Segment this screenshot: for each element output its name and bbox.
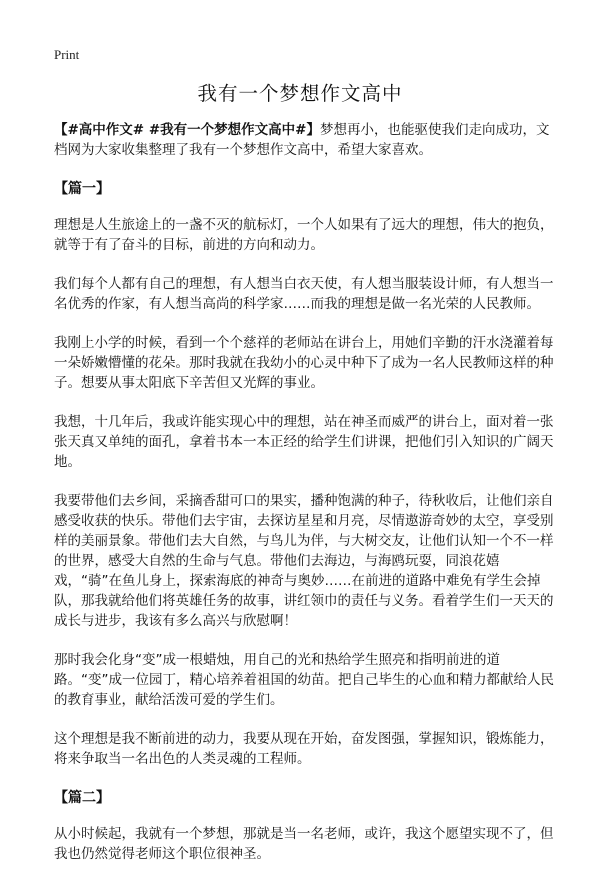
article-body [54, 120, 554, 883]
paragraph: 我刚上小学的时候，看到一个个慈祥的老师站在讲台上，用她们辛勤的汗水浇灌着每一朵娇嫩懵懂的花朵。那时我就在我幼小的心灵中种下了成为一名人民教师这样的种子。想要从事太阳底下辛苦但又光辉的事业。 [54, 335, 554, 391]
intro-paragraph [54, 120, 554, 160]
paragraph: 我要带他们去乡间，采摘香甜可口的果实，播种饱满的种子，待秋收后，让他们亲自感受收获的快乐。带他们去宇宙，去探访星星和月亮，尽情遨游奇妙的太空，享受别样的美丽景象。带他们去大自然，与鸟儿为伴，与大树交友，让他们认知一个不一样的世界，感受大自然的生命与气息。带他们去海边，与海鸥玩耍，同浪花嬉戏，“骑”在鱼儿身上，探索海底的神奇与奥妙……在前进的道路中难免有学生会掉队，那我就给他们将英雄任务的故事，讲红领巾的责任与义务。看着学生们一天天的成长与进步，我该有多么高兴与欣慰啊！ [54, 493, 554, 629]
paragraph: 从小时候起，我就有一个梦想，那就是当一名老师，或许，我这个愿望实现不了，但我也仍然觉得老师这个职位很神圣。 [54, 826, 554, 862]
paragraph: 我想，十几年后，我或许能实现心中的理想，站在神圣而威严的讲台上，面对着一张张天真又单纯的面孔，拿着书本一本正经的给学生们讲课，把他们引入知识的广阔天地。 [54, 414, 554, 470]
section-heading-1: 【篇一】 [54, 181, 110, 197]
paragraph: 那时我会化身“变”成一根蜡烛，用自己的光和热给学生照亮和指明前进的道路。“变”成一位园丁，精心培养着祖国的幼苗。把自己毕生的心血和精力都献给人民的教育事业，献给活泼可爱的学生们。 [54, 652, 554, 708]
section-heading-2: 【篇二】 [54, 790, 110, 806]
paragraph: 我们每个人都有自己的理想，有人想当白衣天使，有人想当服装设计师，有人想当一名优秀的作家，有人想当高尚的科学家……而我的理想是做一名光荣的人民教师。 [54, 276, 554, 312]
intro-tags: 【#高中作文# #我有一个梦想作文高中#】 [54, 122, 320, 138]
print-label: Print [54, 47, 80, 62]
page-title: 我有一个梦想作文高中 [197, 82, 403, 105]
paragraph: 这个理想是我不断前进的动力，我要从现在开始，奋发图强，掌握知识，锻炼能力，将来争取当一名出色的人类灵魂的工程师。 [54, 731, 554, 767]
intro-text: 梦想再小，也能驱使我们走向成功，文档网为大家收集整理了我有一个梦想作文高中，希望大家喜欢。 [54, 122, 550, 158]
paragraph: 理想是人生旅途上的一盏不灭的航标灯，一个人如果有了远大的理想，伟大的抱负，就等于有了奋斗的目标，前进的方向和动力。 [54, 217, 554, 253]
